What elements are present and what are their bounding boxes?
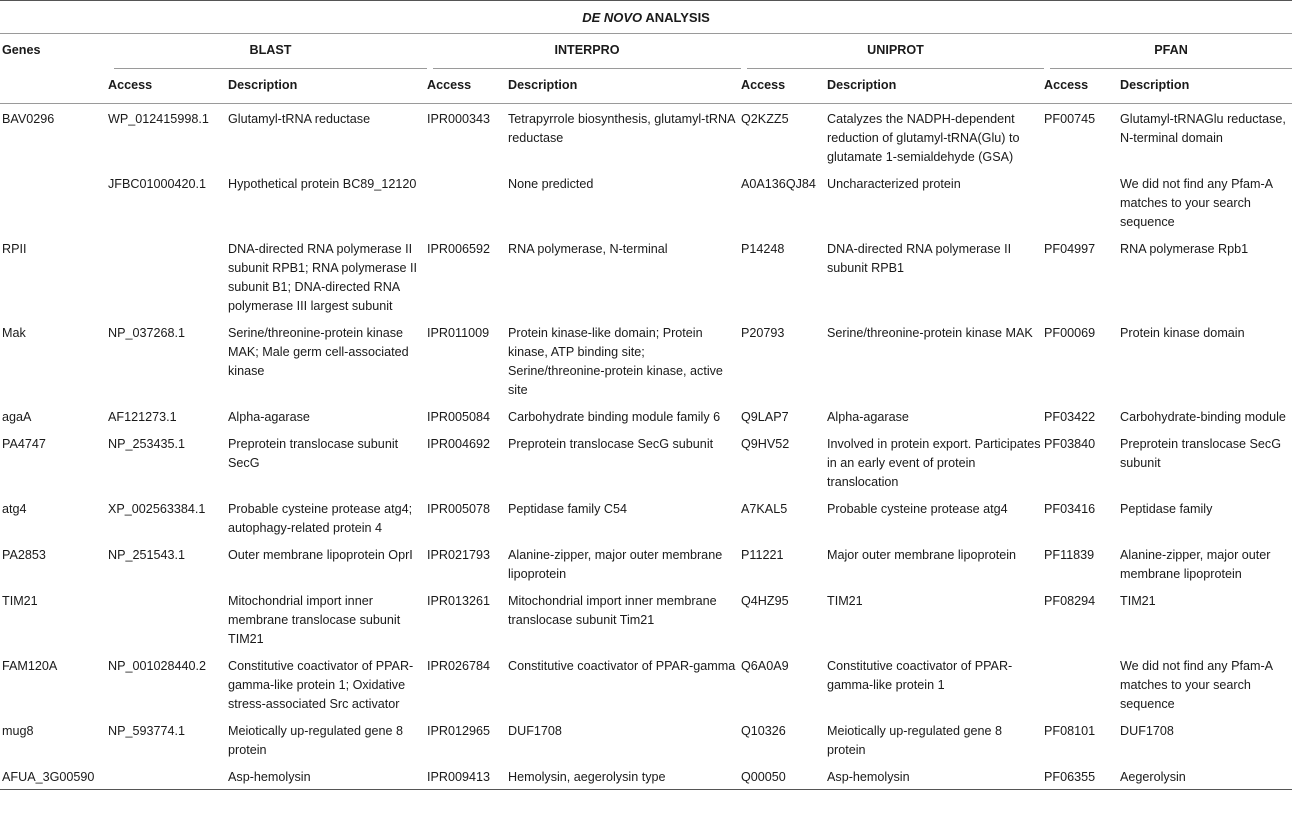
gene-cell: PA4747 [2, 437, 46, 451]
uniprot-description-cell: TIM21 [827, 594, 863, 608]
pfan-access-cell: PF08294 [1044, 594, 1096, 608]
interpro-access-cell: IPR005084 [427, 410, 491, 424]
gene-cell: FAM120A [2, 659, 58, 673]
interpro-access-cell: IPR006592 [427, 242, 491, 256]
interpro-access-cell: IPR004692 [427, 437, 491, 451]
blast-description-cell: Hypothetical protein BC89_12120 [228, 177, 417, 191]
interpro-description-cell: DUF1708 [508, 724, 562, 738]
gene-cell: agaA [2, 410, 32, 424]
gene-cell [0, 169, 108, 234]
uniprot-description-cell: Serine/threonine-protein kinase MAK [827, 326, 1033, 340]
uniprot-access-cell: Q4HZ95 [741, 594, 789, 608]
uniprot-description-cell: Asp-hemolysin [827, 762, 1044, 790]
blast-description-cell: Probable cysteine protease atg4; autophagy-related protein 4 [228, 502, 413, 535]
pfan-description-cell: Protein kinase domain [1120, 326, 1245, 340]
interpro-access-cell: IPR026784 [427, 659, 491, 673]
pfan-access-cell: PF06355 [1044, 762, 1120, 790]
table-row [0, 429, 1292, 494]
blast-access-cell: WP_012415998.1 [108, 112, 209, 126]
uniprot-access-cell: A0A136QJ84 [741, 177, 816, 191]
pfan-access-cell: PF00069 [1044, 326, 1096, 340]
uniprot-access-cell: P14248 [741, 242, 785, 256]
pfan-description-cell: Alanine-zipper, major outer membrane lipoprotein [1120, 548, 1271, 581]
uniprot-access-header: Access [741, 70, 827, 104]
table-row [0, 586, 1292, 651]
blast-description-cell: Mitochondrial import inner membrane translocase subunit TIM21 [228, 594, 401, 646]
uniprot-description-cell: Alpha-agarase [827, 410, 909, 424]
interpro-access-header: Access [427, 70, 508, 104]
uniprot-access-cell: A7KAL5 [741, 502, 788, 516]
pfan-access-cell: PF03422 [1044, 410, 1096, 424]
interpro-description-cell: Hemolysin, aegerolysin type [508, 762, 741, 790]
gene-cell: atg4 [2, 502, 27, 516]
interpro-group-header [427, 34, 741, 71]
interpro-access-cell [427, 169, 508, 234]
gene-cell: TIM21 [2, 594, 38, 608]
pfan-description-cell: Peptidase family [1120, 502, 1213, 516]
blast-group-header [108, 34, 427, 71]
pfan-access-cell: PF11839 [1044, 548, 1095, 562]
pfan-access-cell: PF03416 [1044, 502, 1096, 516]
pfan-access-cell: PF00745 [1044, 112, 1096, 126]
uniprot-description-cell: Constitutive coactivator of PPAR-gamma-like protein 1 [827, 659, 1013, 692]
uniprot-description-header: Description [827, 70, 1044, 104]
pfan-access-cell [1044, 169, 1120, 234]
pfan-access-cell: PF04997 [1044, 242, 1096, 256]
uniprot-access-cell: Q9LAP7 [741, 410, 789, 424]
uniprot-access-cell: P11221 [741, 548, 784, 562]
uniprot-access-cell: Q9HV52 [741, 437, 790, 451]
gene-cell: BAV0296 [2, 112, 55, 126]
table-row [0, 234, 1292, 318]
uniprot-description-cell: DNA-directed RNA polymerase II subunit RPB1 [827, 242, 1012, 275]
pfan-description-cell: We did not find any Pfam-A matches to your search sequence [1120, 177, 1273, 229]
pfan-group-header [1044, 34, 1292, 71]
pfan-access-cell: PF08101 [1044, 724, 1096, 738]
interpro-description-cell: Constitutive coactivator of PPAR-gamma [508, 659, 736, 673]
interpro-access-cell: IPR021793 [427, 548, 491, 562]
interpro-description-cell: Protein kinase-like domain; Protein kinase, ATP binding site; Serine/threonine-protein kinase, active site [508, 326, 723, 397]
interpro-description-cell: None predicted [508, 177, 594, 191]
column-header-row [0, 70, 1292, 104]
uniprot-description-cell: Probable cysteine protease atg4 [827, 502, 1008, 516]
gene-cell: RPII [2, 242, 27, 256]
pfan-group-label: PFAN [1050, 41, 1292, 69]
pfan-description-cell: RNA polymerase Rpb1 [1120, 242, 1249, 256]
table-title [0, 1, 1292, 34]
table-body [0, 104, 1292, 790]
blast-description-cell: Asp-hemolysin [228, 762, 427, 790]
gene-cell: AFUA_3G00590 [0, 762, 108, 790]
blast-access-cell: AF121273.1 [108, 410, 177, 424]
blast-description-cell: Meiotically up-regulated gene 8 protein [228, 724, 404, 757]
pfan-access-cell [1044, 651, 1120, 716]
table-row [0, 318, 1292, 402]
blast-group-label: BLAST [114, 41, 427, 69]
table-row [0, 540, 1292, 586]
blast-access-cell: JFBC01000420.1 [108, 177, 207, 191]
table-row [0, 716, 1292, 762]
blast-description-cell: Preprotein translocase subunit SecG [228, 437, 399, 470]
uniprot-access-cell: Q2KZZ5 [741, 112, 789, 126]
pfan-description-cell: Carbohydrate-binding module [1120, 410, 1286, 424]
blast-access-cell: NP_253435.1 [108, 437, 186, 451]
blast-access-cell: NP_037268.1 [108, 326, 186, 340]
blast-description-cell: Glutamyl-tRNA reductase [228, 112, 371, 126]
interpro-access-cell: IPR009413 [427, 762, 508, 790]
table-title-prefix: DE NOVO [582, 9, 643, 25]
table-row [0, 104, 1292, 170]
interpro-description-cell: Preprotein translocase SecG subunit [508, 437, 714, 451]
pfan-description-cell: We did not find any Pfam-A matches to your search sequence [1120, 659, 1273, 711]
interpro-access-cell: IPR013261 [427, 594, 491, 608]
uniprot-access-cell: Q00050 [741, 762, 827, 790]
blast-description-header: Description [228, 70, 427, 104]
blast-description-cell: DNA-directed RNA polymerase II subunit RPB1; RNA polymerase II subunit B1; DNA-directed RNA polymerase III largest subunit [228, 242, 417, 313]
blast-description-cell: Outer membrane lipoprotein OprI [228, 548, 413, 562]
table-row [0, 169, 1292, 234]
table-row [0, 494, 1292, 540]
pfan-description-cell: DUF1708 [1120, 724, 1174, 738]
uniprot-group-header [741, 34, 1044, 71]
group-header-row [0, 34, 1292, 71]
pfan-description-cell: Preprotein translocase SecG subunit [1120, 437, 1282, 470]
interpro-access-cell: IPR011009 [427, 326, 490, 340]
blast-access-cell [108, 762, 228, 790]
pfan-description-header: Description [1120, 70, 1292, 104]
blast-access-header: Access [108, 70, 228, 104]
pfan-description-cell: Aegerolysin [1120, 762, 1292, 790]
uniprot-description-cell: Involved in protein export. Participates in an early event of protein translocation [827, 437, 1041, 489]
pfan-description-cell: Glutamyl-tRNAGlu reductase, N-terminal domain [1120, 112, 1286, 145]
genes-header: Genes [2, 43, 41, 57]
blast-access-cell: XP_002563384.1 [108, 502, 206, 516]
interpro-description-cell: Carbohydrate binding module family 6 [508, 410, 721, 424]
uniprot-access-cell: Q10326 [741, 724, 786, 738]
table-title-suffix: ANALYSIS [642, 9, 710, 25]
blast-access-cell: NP_251543.1 [108, 548, 186, 562]
table-row [0, 402, 1292, 429]
interpro-description-cell: Tetrapyrrole biosynthesis, glutamyl-tRNA reductase [508, 112, 735, 145]
table-row [0, 762, 1292, 790]
gene-cell: mug8 [2, 724, 34, 738]
interpro-description-cell: Peptidase family C54 [508, 502, 628, 516]
uniprot-description-cell: Major outer membrane lipoprotein [827, 548, 1016, 562]
interpro-description-cell: Mitochondrial import inner membrane translocase subunit Tim21 [508, 594, 717, 627]
interpro-description-cell: RNA polymerase, N-terminal [508, 242, 668, 256]
table-title-row [0, 1, 1292, 34]
blast-description-cell: Alpha-agarase [228, 410, 310, 424]
uniprot-group-label: UNIPROT [747, 41, 1044, 69]
interpro-access-cell: IPR012965 [427, 724, 491, 738]
blast-access-cell [108, 234, 228, 318]
table-row [0, 651, 1292, 716]
gene-cell: PA2853 [2, 548, 46, 562]
interpro-group-label: INTERPRO [433, 41, 741, 69]
blast-description-cell: Serine/threonine-protein kinase MAK; Male germ cell-associated kinase [228, 326, 409, 378]
empty-header-cell [0, 70, 108, 104]
blast-description-cell: Constitutive coactivator of PPAR-gamma-like protein 1; Oxidative stress-associated Src activator [228, 659, 414, 711]
interpro-description-cell: Alanine-zipper, major outer membrane lipoprotein [508, 548, 723, 581]
blast-access-cell [108, 586, 228, 651]
interpro-access-cell: IPR005078 [427, 502, 491, 516]
pfan-access-cell: PF03840 [1044, 437, 1096, 451]
interpro-access-cell: IPR000343 [427, 112, 491, 126]
uniprot-description-cell: Meiotically up-regulated gene 8 protein [827, 724, 1003, 757]
blast-access-cell: NP_593774.1 [108, 724, 186, 738]
uniprot-description-cell: Uncharacterized protein [827, 177, 961, 191]
pfan-access-header: Access [1044, 70, 1120, 104]
uniprot-access-cell: P20793 [741, 326, 785, 340]
uniprot-access-cell: Q6A0A9 [741, 659, 789, 673]
interpro-description-header: Description [508, 70, 741, 104]
blast-access-cell: NP_001028440.2 [108, 659, 207, 673]
uniprot-description-cell: Catalyzes the NADPH-dependent reduction of glutamyl-tRNA(Glu) to glutamate 1-semialdehyde (GSA) [827, 112, 1020, 164]
pfan-description-cell: TIM21 [1120, 594, 1156, 608]
gene-cell: Mak [2, 326, 26, 340]
